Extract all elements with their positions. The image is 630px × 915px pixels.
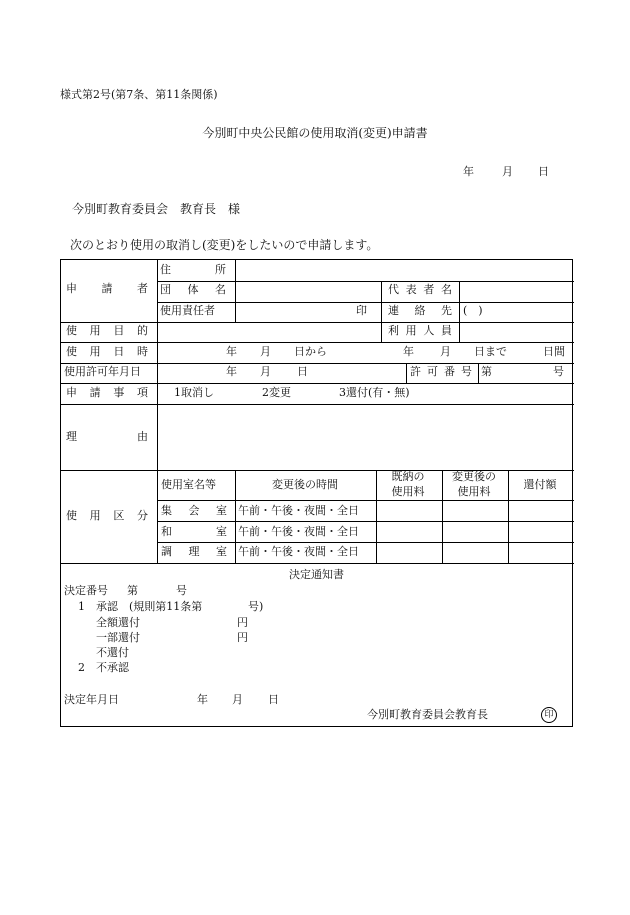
permit-number-prefix: 第	[481, 365, 492, 378]
partial-refund-yen: 円	[237, 631, 248, 644]
decision-year: 年	[197, 693, 208, 706]
disapproval-item: 2 不承認	[78, 661, 129, 674]
usage-days: 日間	[543, 345, 565, 358]
representative-field[interactable]	[458, 281, 572, 301]
approval-item-suffix: 号)	[248, 600, 264, 613]
phone-field[interactable]: ( )	[463, 304, 483, 317]
intro-text: 次のとおり使用の取消し(変更)をしたいので申請します。	[70, 238, 379, 252]
usage-end-day: 日まで	[474, 345, 507, 358]
room-row-cooking: 調 理 室	[161, 545, 227, 558]
purpose-field[interactable]	[156, 322, 380, 342]
form-number: 様式第2号(第7条、第11条関係)	[60, 88, 218, 101]
decision-number-label: 決定番号	[64, 584, 108, 597]
paid-fee-header-2: 使用料	[391, 485, 425, 498]
permit-number-label: 許 可 番 号	[410, 365, 472, 378]
group-name-label: 団 体 名	[160, 283, 226, 296]
applicant-label: 申 請 者	[66, 282, 148, 295]
partial-refund-label: 一部還付	[96, 631, 140, 644]
decision-date-label: 決定年月日	[64, 693, 119, 706]
time-row-cooking[interactable]: 午前・午後・夜間・全日	[238, 545, 359, 558]
representative-label: 代 表 者 名	[388, 283, 452, 296]
option-cancel[interactable]: 1取消し	[174, 386, 214, 399]
usage-category-label: 使 用 区 分	[66, 509, 148, 522]
document-title: 今別町中央公民館の使用取消(変更)申請書	[202, 126, 428, 140]
full-refund-label: 全額還付	[96, 616, 140, 629]
permit-day: 日	[297, 365, 308, 378]
users-field[interactable]	[458, 322, 572, 342]
paid-fee-header-1: 既納の	[391, 470, 425, 483]
time-header: 変更後の時間	[272, 478, 338, 491]
seal-mark: 印	[356, 304, 367, 317]
decision-title: 決定通知書	[289, 568, 344, 581]
time-row-assembly[interactable]: 午前・午後・夜間・全日	[238, 504, 359, 517]
usage-start-month: 月	[260, 345, 271, 358]
approval-item: 1 承認 (規則第11条第	[78, 600, 203, 613]
usage-end-year: 年	[403, 345, 414, 358]
date-month: 月	[502, 165, 513, 178]
time-row-japanese[interactable]: 午前・午後・夜間・全日	[238, 525, 359, 538]
request-items-label: 申 請 事 項	[66, 386, 148, 399]
group-name-field[interactable]	[234, 281, 380, 301]
option-change[interactable]: 2変更	[262, 386, 291, 399]
decision-month: 月	[232, 693, 243, 706]
refund-header: 還付額	[523, 478, 557, 491]
users-label: 利 用 人 員	[388, 324, 452, 337]
decision-day: 日	[268, 693, 279, 706]
addressee: 今別町教育委員会 教育長 様	[72, 202, 241, 216]
usage-dates-label: 使 用 日 時	[66, 345, 148, 358]
new-fee-header-1: 変更後の	[452, 470, 496, 483]
new-fee-header-2: 使用料	[457, 485, 491, 498]
address-field[interactable]	[234, 260, 572, 281]
option-refund[interactable]: 3還付(有・無)	[339, 386, 410, 399]
date-year: 年	[463, 165, 474, 178]
full-refund-yen: 円	[237, 616, 248, 629]
permit-month: 月	[260, 365, 271, 378]
usage-end-month: 月	[440, 345, 451, 358]
no-refund-label: 不還付	[96, 646, 129, 659]
usage-start-day: 日から	[294, 345, 327, 358]
signer-seal: 印	[541, 707, 557, 723]
decision-number-suffix: 号	[176, 584, 187, 597]
contact-label: 連 絡 先	[388, 304, 452, 317]
room-row-assembly: 集 会 室	[161, 504, 227, 517]
decision-number-prefix: 第	[127, 584, 138, 597]
permit-date-label: 使用許可年月日	[64, 365, 141, 378]
room-row-japanese: 和 室	[161, 525, 227, 538]
purpose-label: 使 用 目 的	[66, 324, 148, 337]
signer-name: 今別町教育委員会教育長	[367, 708, 488, 721]
responsible-label: 使用責任者	[160, 304, 215, 317]
date-day: 日	[538, 165, 549, 178]
permit-year: 年	[226, 365, 237, 378]
address-label: 住 所	[160, 263, 226, 276]
permit-number-suffix: 号	[553, 365, 564, 378]
reason-label: 理 由	[66, 430, 148, 443]
reason-field[interactable]	[158, 405, 572, 469]
usage-start-year: 年	[226, 345, 237, 358]
room-header: 使用室名等	[161, 478, 216, 491]
